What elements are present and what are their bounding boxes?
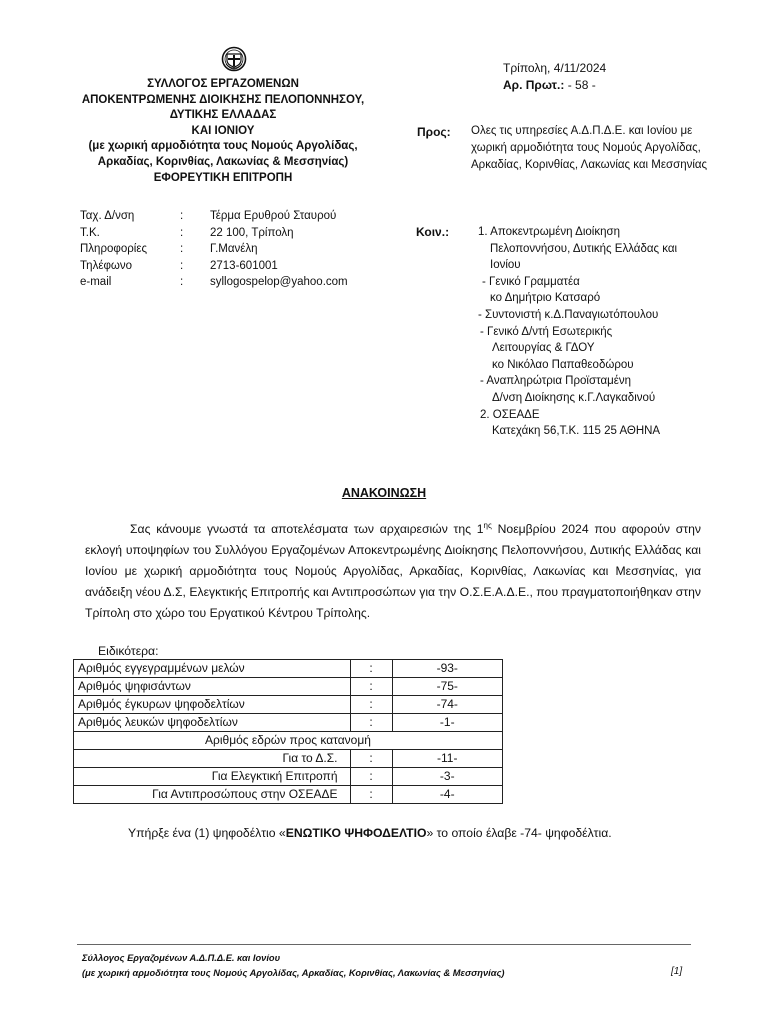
sender-header <box>50 77 396 186</box>
row-sep: : <box>350 678 392 696</box>
header-line: ΚΑΙ ΙΟΝΙΟΥ <box>191 124 255 137</box>
contact-row <box>80 274 348 291</box>
row-sep: : <box>350 768 392 786</box>
cc-line: - Αναπληρώτρια Προϊσταμένη <box>480 375 631 388</box>
cc-line: - Συντονιστή κ.Δ.Παναγιωτόπουλου <box>478 308 659 321</box>
row-label: Για Αντιπροσώπους στην ΟΣΕΑΔΕ <box>74 786 351 804</box>
contact-key: e-mail <box>80 276 112 288</box>
row-value: -75- <box>392 678 503 696</box>
contact-key: Τ.Κ. <box>80 226 100 239</box>
page-footer <box>82 951 505 981</box>
protocol-number <box>503 77 606 94</box>
body-superscript: ης <box>483 521 492 530</box>
contact-value: 2713-601001 <box>210 259 278 272</box>
row-label: Αριθμός ψηφισάντων <box>74 678 351 696</box>
cc-line: Δ/νση Διοίκησης κ.Γ.Λαγκαδινού <box>492 391 656 404</box>
to-label: Προς: <box>417 125 451 139</box>
cc-line: 1. Αποκεντρωμένη Διοίκηση <box>478 226 620 238</box>
row-value: -1- <box>392 714 503 732</box>
row-value: -11- <box>392 750 503 768</box>
row-value: -4- <box>392 786 503 804</box>
protocol-label: Αρ. Πρωτ.: <box>503 78 565 92</box>
cc-list <box>478 224 728 440</box>
seats-header: Αριθμός εδρών προς κατανομή <box>74 732 503 750</box>
body-text-rest: Νοεμβρίου 2024 που αφορούν στην εκλογή υποψηφίων του Συλλόγου Εργαζομένων Αποκεντρωμένης Διοίκησης Πελοποννήσου, Δυτικής Ελλάδας και Ιονίου με χωρική αρμοδιότητα τους Νομούς Αργολίδας, Αρκαδίας, Κορινθίας, Λακωνίας και Μεσσηνίας, για ανάδειξη νέου Δ.Σ, Ελεγκτικής Επιτροπής και Αντιπροσώπων για την Ο.Σ.Ε.Α.Δ.Ε., που πραγματοποιήθηκαν στην Τρίπολη στο χώρο του Εργατικού Κέντρου Τρίπολης. <box>85 522 701 621</box>
cc-line: κο Νικόλαο Παπαθεοδώρου <box>492 358 634 371</box>
contact-sep: : <box>180 226 184 239</box>
table-row <box>74 678 503 696</box>
contact-key: Ταχ. Δ/νση <box>80 210 135 222</box>
table-row <box>74 660 503 678</box>
result-text-end: » το οποίο έλαβε -74- ψηφοδέλτια. <box>426 826 612 840</box>
header-line: ΕΦΟΡΕΥΤΙΚΗ ΕΠΙΤΡΟΠΗ <box>153 171 293 184</box>
header-line: (με χωρική αρμοδιότητα τους Νομούς Αργολίδας, <box>88 140 358 153</box>
row-value: -3- <box>392 768 503 786</box>
contact-value: Τέρμα Ερυθρού Σταυρού <box>210 210 337 222</box>
cc-line: Ιονίου <box>490 259 521 272</box>
results-table <box>73 659 503 804</box>
table-row <box>74 696 503 714</box>
announcement-paragraph <box>85 515 701 624</box>
row-value: -74- <box>392 696 503 714</box>
details-label: Ειδικότερα: <box>98 644 159 658</box>
contact-sep: : <box>180 243 184 255</box>
contact-value: Γ.Μανέλη <box>210 243 258 255</box>
row-sep: : <box>350 660 392 678</box>
row-sep: : <box>350 750 392 768</box>
protocol-value: - 58 - <box>567 78 596 92</box>
table-row <box>74 750 503 768</box>
row-label: Για Ελεγκτική Επιτροπή <box>74 768 351 786</box>
row-sep: : <box>350 714 392 732</box>
header-line: ΔΥΤΙΚΗΣ ΕΛΛΑΔΑΣ <box>169 109 277 122</box>
cc-line: - Γενικό Γραμματέα <box>482 275 580 288</box>
table-row <box>74 786 503 804</box>
row-label: Αριθμός εγγεγραμμένων μελών <box>74 660 351 678</box>
contact-key: Τηλέφωνο <box>80 259 133 272</box>
cc-line: Πελοποννήσου, Δυτικής Ελλάδας και <box>490 242 678 255</box>
contact-value: 22 100, Τρίπολη <box>210 226 294 239</box>
to-recipients: Ολες τις υπηρεσίες Α.Δ.Π.Δ.Ε. και Ιονίου με χωρική αρμοδιότητα τους Νομούς Αργολίδας, Αρκαδίας, Κορινθίας, Λακωνίας και Μεσσηνίας <box>471 125 708 171</box>
row-value: -93- <box>392 660 503 678</box>
cc-line: - Γενικό Δ/ντή Εσωτερικής <box>480 325 613 338</box>
header-line: ΣΥΛΛΟΓΟΣ ΕΡΓΑΖΟΜΕΝΩΝ <box>147 78 299 90</box>
contact-row <box>80 258 348 275</box>
result-sentence <box>128 826 612 840</box>
announcement-title: ΑΝΑΚΟΙΝΩΣΗ <box>341 486 427 500</box>
date-line: Τρίπολη, 4/11/2024 <box>503 61 607 75</box>
row-label: Αριθμός λευκών ψηφοδελτίων <box>74 714 351 732</box>
contact-details <box>80 208 348 291</box>
row-label: Για το Δ.Σ. <box>74 750 351 768</box>
header-line: ΑΠΟΚΕΝΤΡΩΜΕΝΗΣ ΔΙΟΙΚΗΣΗΣ ΠΕΛΟΠΟΝΝΗΣΟΥ, <box>81 93 365 106</box>
footer-line-2: (με χωρική αρμοδιότητα τους Νομούς Αργολίδας, Αρκαδίας, Κορινθίας, Λακωνίας & Μεσσηνίας) <box>82 968 505 978</box>
cc-line: Κατεχάκη 56,Τ.Κ. 115 25 ΑΘΗΝΑ <box>492 425 661 438</box>
announcement-body <box>85 515 701 624</box>
contact-row <box>80 241 348 258</box>
contact-key: Πληροφορίες <box>80 243 148 255</box>
row-sep: : <box>350 786 392 804</box>
row-sep: : <box>350 696 392 714</box>
cc-line: 2. ΟΣΕΑΔΕ <box>480 408 540 421</box>
contact-sep: : <box>180 259 184 272</box>
cc-line: Λειτουργίας & ΓΔΟΥ <box>492 342 595 355</box>
body-text-start: Σας κάνουμε γνωστά τα αποτελέσματα των αρχαιρεσιών της 1 <box>130 522 484 537</box>
cc-line: κο Δημήτριο Κατσαρό <box>490 292 601 305</box>
contact-sep: : <box>180 210 184 222</box>
cc-label: Κοιν.: <box>416 225 450 239</box>
result-text-start: Υπήρξε ένα (1) ψηφοδέλτιο « <box>128 826 286 840</box>
header-line: Αρκαδίας, Κορινθίας, Λακωνίας & Μεσσηνίας) <box>97 155 349 168</box>
footer-divider <box>77 944 691 945</box>
contact-sep: : <box>180 276 184 288</box>
table-row <box>74 768 503 786</box>
contact-value: syllogospelop@yahoo.com <box>210 276 348 288</box>
date-block <box>503 60 606 94</box>
page-number: [1] <box>671 966 683 977</box>
table-row <box>74 732 503 750</box>
footer-line-1: Σύλλογος Εργαζομένων Α.Δ.Π.Δ.Ε. και Ιονίου <box>82 953 281 963</box>
contact-row <box>80 225 348 242</box>
ballot-name: ΕΝΩΤΙΚΟ ΨΗΦΟΔΕΛΤΙΟ <box>285 826 427 840</box>
row-label: Αριθμός έγκυρων ψηφοδελτίων <box>74 696 351 714</box>
table-row <box>74 714 503 732</box>
hellenic-republic-emblem-icon <box>221 46 247 72</box>
contact-row <box>80 208 348 225</box>
